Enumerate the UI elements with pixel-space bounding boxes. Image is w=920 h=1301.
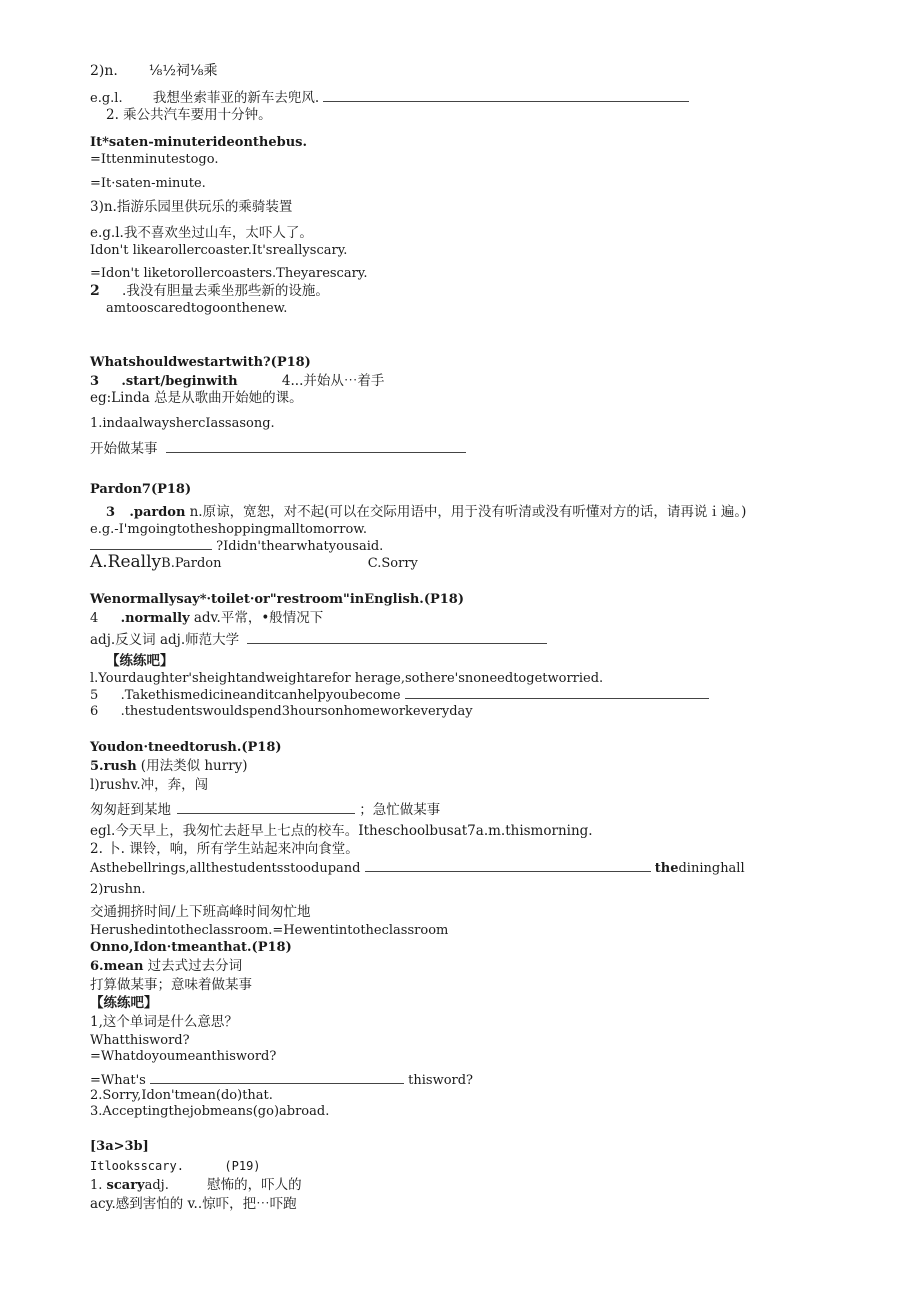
s5-line5-b: the [654, 861, 679, 876]
s1-line2-zh: 我想坐索菲亚的新车去兜风. [152, 90, 320, 106]
s3-heading-def: n.原谅，宽恕，对不起(可以在交际用语中，用于没有听清或没有听懂对方的话，请再说ｉ遍。) [189, 504, 747, 520]
s6-heading-keyword: 6.mean [90, 959, 144, 974]
s2-heading-keyword: .start/beginwith [121, 374, 238, 389]
s2-heading-num: 3 [90, 374, 100, 389]
option-b: B.Pardon [161, 556, 222, 571]
answer-blank [405, 687, 709, 699]
s5-heading-keyword: 5.rush [90, 759, 137, 774]
s5-line2 [90, 802, 440, 819]
s3-options [90, 552, 418, 574]
s1-line11 [90, 283, 329, 300]
s7-title: [3a>3b] [90, 1139, 149, 1154]
s1-line7: 3)n.指游乐园里供玩乐的乘骑装置 [90, 199, 293, 215]
option-a: A.Really [90, 552, 162, 572]
answer-blank [166, 441, 466, 453]
s4-practice2 [90, 687, 709, 704]
s1-line1-num: 2)n. [90, 63, 118, 79]
s1-line11-zh: .我没有胆量去乘坐那些新的设施。 [122, 283, 329, 299]
s6-practice5: 2.Sorry,Idon'tmean(do)that. [90, 1088, 273, 1103]
answer-blank [247, 632, 547, 644]
s4-practice2-num: 5 [90, 688, 99, 703]
s6-line1: 打算做某事；意味着做某事 [90, 977, 252, 993]
answer-blank [90, 538, 212, 550]
s5-line5 [90, 860, 745, 877]
s7-line2-c: adj. [144, 1178, 169, 1193]
s5-line8: Herushedintotheclassroom.=Hewentintotheclassroom [90, 923, 449, 938]
s1-line2 [90, 90, 689, 107]
s4-heading-num: 4 [90, 611, 99, 626]
s5-line5-c: dininghall [678, 861, 745, 876]
s6-heading-note: 过去式过去分词 [147, 958, 243, 974]
s6-heading [90, 958, 242, 975]
s2-heading [90, 373, 384, 390]
s6-practice2: Whatthisword? [90, 1033, 190, 1048]
s4-practice-heading: 【练练吧】 [106, 653, 174, 669]
s1-line3: 2. 乘公共汽车要用十分钟。 [106, 107, 272, 123]
s5-line5-a: Asthebellrings,allthestudentsstoodupand [90, 861, 361, 876]
option-c: C.Sorry [367, 556, 418, 571]
s5-line4: 2. 卜. 课铃，响，所有学生站起来冲向食堂。 [90, 841, 359, 857]
s1-line1 [90, 63, 217, 79]
s5-line2-b: ；急忙做某事 [359, 802, 441, 818]
s4-adj-text: adj.反义词 adj.师范大学 [90, 632, 240, 648]
s7-line2-d: 慰怖的，吓人的 [207, 1177, 302, 1193]
s7-line2-a: 1. [90, 1178, 103, 1193]
s2-title: Whatshouldwestartwith?(P18) [90, 355, 311, 370]
s1-line12: amtooscaredtogoonthenew. [106, 301, 288, 316]
answer-blank [323, 90, 689, 102]
s3-heading-keyword: .pardon [129, 505, 186, 520]
s5-heading [90, 758, 248, 775]
s6-practice6: 3.Acceptingthejobmeans(go)abroad. [90, 1104, 330, 1119]
s5-line2-a: 匆匆赶到某地 [90, 802, 171, 818]
s1-line8: e.g.l.我不喜欢坐过山车，太吓人了。 [90, 225, 313, 241]
s2-exercise1: 1.indaalwayshercIassasong. [90, 416, 275, 431]
s5-line1: l)rushv.冲，奔，闯 [90, 777, 209, 793]
s6-practice3: =Whatdoyoumeanthisword? [90, 1049, 277, 1064]
s4-heading [90, 610, 323, 627]
s2-example: eg:Linda 总是从歌曲开始她的课。 [90, 390, 303, 406]
s1-line2-eg: e.g.l. [90, 91, 123, 106]
s5-line7: 交通拥挤时间/上下班高峰时间匆忙地 [90, 904, 311, 920]
s2-start-line [90, 441, 466, 458]
s6-practice1: 1,这个单词是什么意思？ [90, 1014, 238, 1030]
s6-practice-heading: 【练练吧】 [90, 995, 158, 1011]
s7-line1-b: (P19) [224, 1159, 261, 1173]
s6-title: Onno,Idon·tmeanthat.(P18) [90, 940, 292, 955]
s4-adj [90, 632, 547, 649]
s4-practice2-text: .Takethismedicineanditcanhelpyoubecome [120, 688, 401, 703]
s4-practice3-num: 6 [90, 704, 99, 719]
s4-title: Wenormallysay*·toilet·or"restroom"inEnglish.(P18) [90, 592, 465, 607]
s3-question-text: ?Ididn'thearwhatyousaid. [216, 539, 384, 554]
s1-line11-num: 2 [90, 283, 100, 299]
s5-title: Youdon·tneedtorush.(P18) [90, 740, 282, 755]
s2-start-label: 开始做某事 [90, 441, 158, 457]
s4-practice1: l.Yourdaughter'sheightandweightarefor herage,sothere'snoneedtogetworried. [90, 671, 604, 686]
s6-practice4-b: thisword? [408, 1073, 474, 1088]
s7-line2-b: scary [106, 1178, 145, 1193]
s5-heading-note: (用法类似 hurry) [140, 758, 248, 774]
s6-practice4-a: =What's [90, 1073, 146, 1088]
s1-line6: =It·saten-minute. [90, 176, 206, 191]
s5-line3: egl.今天早上，我匆忙去赶早上七点的校车。Itheschoolbusat7a.m.thismorning. [90, 823, 593, 839]
s7-line1 [90, 1158, 261, 1174]
s4-practice3-text: .thestudentswouldspend3hoursonhomeworkeveryday [120, 704, 473, 719]
s1-line5: =Ittenminutestogo. [90, 152, 219, 167]
s7-line2 [90, 1177, 302, 1194]
s3-heading [106, 504, 746, 521]
s3-example: e.g.-I'mgoingtotheshoppingmalltomorrow. [90, 522, 367, 537]
answer-blank [177, 802, 355, 814]
s4-heading-keyword: .normally [120, 611, 190, 626]
s7-line1-a: Itlooksscary. [90, 1159, 184, 1173]
s5-line6: 2)rushn. [90, 882, 146, 897]
s7-line3: acy.感到害怕的 v..惊吓，把⋯吓跑 [90, 1196, 297, 1212]
s1-line10: =Idon't liketorollercoasters.Theyarescary. [90, 266, 368, 281]
s2-heading-note: 4...并始从⋯着手 [281, 373, 385, 389]
s1-line1-zh: ⅛½祠⅛乘 [148, 63, 218, 79]
s3-title: Pardon7(P18) [90, 482, 192, 497]
s4-practice3 [90, 704, 473, 720]
answer-blank [365, 860, 651, 872]
s6-practice4 [90, 1072, 473, 1089]
s1-line4: It*saten-minuterideonthebus. [90, 135, 308, 150]
s4-heading-def: adv.平常，•般情况下 [193, 610, 324, 626]
s1-line9: Idon't likearollercoaster.It'sreallyscary. [90, 243, 348, 258]
s3-heading-num: 3 [106, 505, 116, 520]
answer-blank [150, 1072, 404, 1084]
